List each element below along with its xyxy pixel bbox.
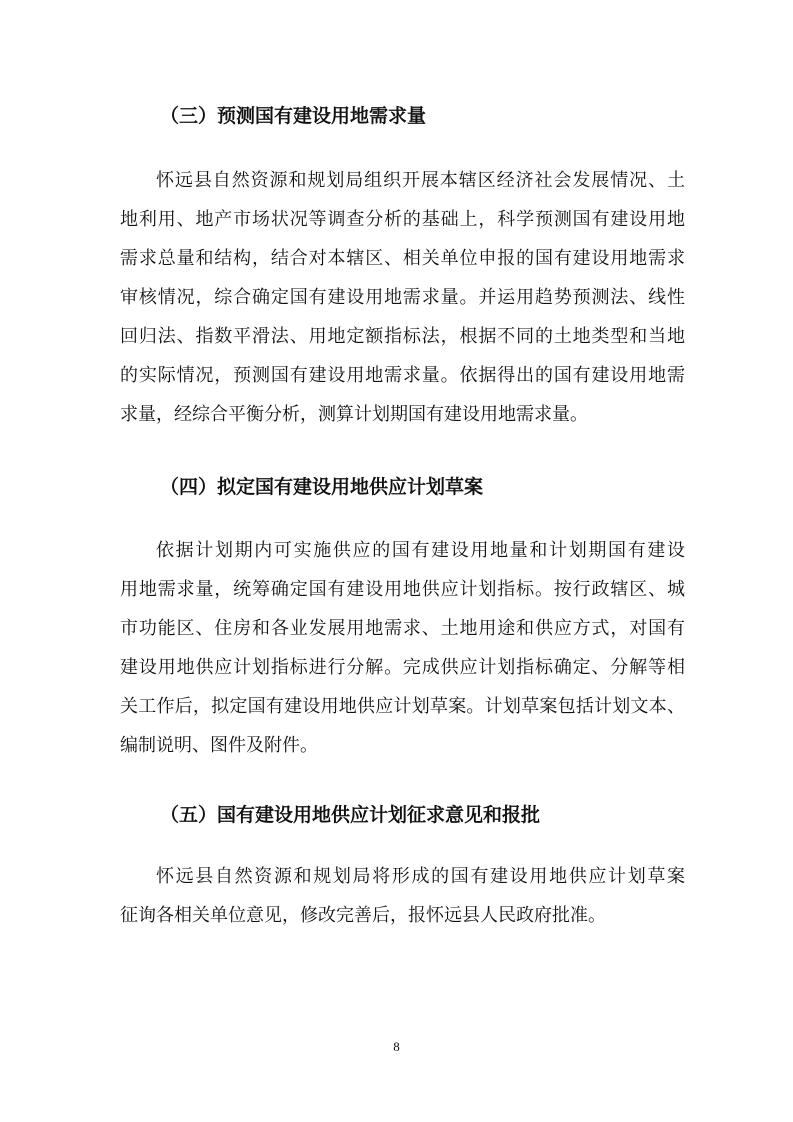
paragraph-line: 建设用地供应计划指标进行分解。完成供应计划指标确定、分解等相 bbox=[120, 657, 685, 678]
paragraph-line: 需求总量和结构，结合对本辖区、相关单位申报的国有建设用地需求 bbox=[120, 248, 685, 269]
paragraph-line: 审核情况，综合确定国有建设用地需求量。并运用趋势预测法、线性 bbox=[120, 287, 685, 308]
paragraph-line: 征询各相关单位意见，修改完善后，报怀远县人民政府批准。 bbox=[120, 905, 606, 926]
paragraph-line: 怀远县自然资源和规划局将形成的国有建设用地供应计划草案 bbox=[156, 866, 685, 887]
paragraph-line: 市功能区、住房和各业发展用地需求、土地用途和供应方式，对国有 bbox=[120, 618, 685, 639]
page-number: 8 bbox=[393, 1039, 400, 1054]
section-paragraph-3 bbox=[120, 161, 685, 434]
paragraph-line: 求量，经综合平衡分析，测算计划期国有建设用地需求量。 bbox=[120, 404, 588, 425]
paragraph-line: 用地需求量，统筹确定国有建设用地供应计划指标。按行政辖区、城 bbox=[120, 579, 685, 600]
paragraph-line: 编制说明、图件及附件。 bbox=[120, 735, 318, 756]
paragraph-line: 回归法、指数平滑法、用地定额指标法，根据不同的土地类型和当地 bbox=[120, 326, 685, 347]
section-paragraph-4 bbox=[120, 531, 685, 765]
paragraph-line: 怀远县自然资源和规划局组织开展本辖区经济社会发展情况、土 bbox=[156, 170, 685, 191]
section-heading-3: （三）预测国有建设用地需求量 bbox=[160, 105, 427, 127]
paragraph-line: 的实际情况，预测国有建设用地需求量。依据得出的国有建设用地需 bbox=[120, 365, 685, 386]
paragraph-line: 关工作后，拟定国有建设用地供应计划草案。计划草案包括计划文本、 bbox=[120, 696, 685, 717]
section-heading-4: （四）拟定国有建设用地供应计划草案 bbox=[160, 476, 484, 498]
paragraph-line: 依据计划期内可实施供应的国有建设用地量和计划期国有建设 bbox=[156, 540, 685, 561]
paragraph-line: 地利用、地产市场状况等调查分析的基础上，科学预测国有建设用地 bbox=[120, 209, 685, 230]
section-heading-5: （五）国有建设用地供应计划征求意见和报批 bbox=[160, 804, 541, 826]
section-paragraph-5 bbox=[120, 857, 685, 935]
